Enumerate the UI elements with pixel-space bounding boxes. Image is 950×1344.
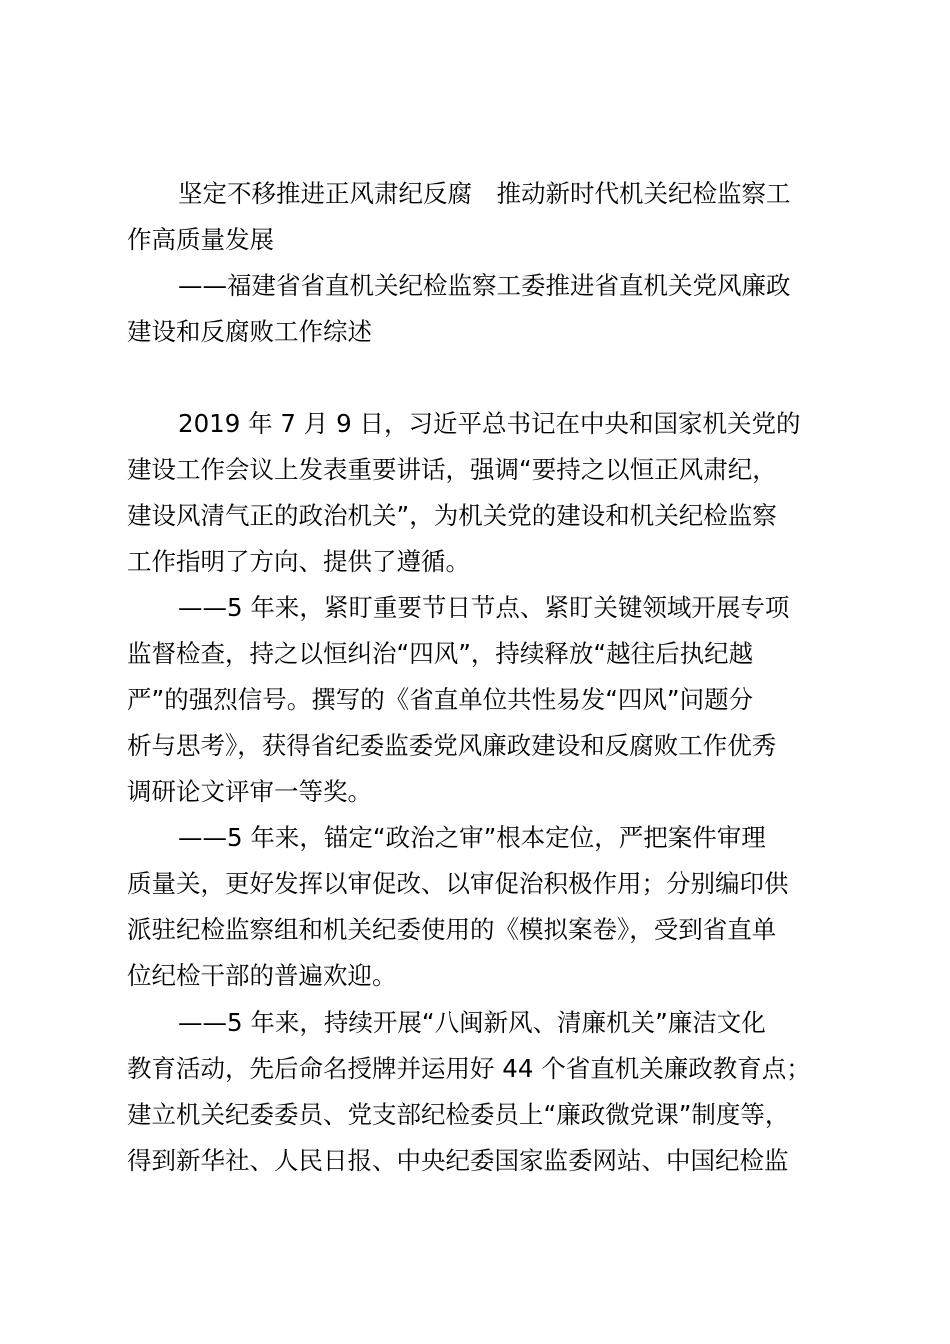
paragraph-2-line-1: ——5 年来，紧盯重要节日节点、紧盯关键领域开展专项 bbox=[178, 593, 790, 622]
paragraph-1-line-2: 建设工作会议上发表重要讲话，强调“要持之以恒正风肃纪， bbox=[127, 455, 777, 484]
paragraph-3-line-3: 派驻纪检监察组和机关纪委使用的《模拟案卷》，受到省直单 bbox=[127, 915, 777, 944]
paragraph-4-line-4: 得到新华社、人民日报、中央纪委国家监委网站、中国纪检监 bbox=[127, 1146, 789, 1175]
paragraph-1-line-3: 建设风清气正的政治机关”，为机关党的建设和机关纪检监察 bbox=[127, 501, 777, 530]
paragraph-4-line-2: 教育活动，先后命名授牌并运用好 44 个省直机关廉政教育点； bbox=[127, 1054, 811, 1083]
title-line-1: 坚定不移推进正风肃纪反腐 推动新时代机关纪检监察工 bbox=[178, 179, 791, 208]
paragraph-4-line-3: 建立机关纪委委员、党支部纪检委员上“廉政微党课”制度等， bbox=[127, 1100, 790, 1129]
paragraph-2-line-3: 严”的强烈信号。撰写的《省直单位共性易发“四风”问题分 bbox=[127, 685, 754, 714]
paragraph-1-line-1: 2019 年 7 月 9 日，习近平总书记在中央和国家机关党的 bbox=[178, 409, 801, 438]
paragraph-2-line-2: 监督检查，持之以恒纠治“四风”，持续释放“越往后执纪越 bbox=[127, 639, 754, 668]
paragraph-1-line-4: 工作指明了方向、提供了遵循。 bbox=[127, 547, 470, 576]
subtitle-line-1: ——福建省省直机关纪检监察工委推进省直机关党风廉政 bbox=[178, 271, 791, 300]
paragraph-3-line-2: 质量关，更好发挥以审促改、以审促治积极作用；分别编印供 bbox=[127, 869, 789, 898]
paragraph-2-line-4: 析与思考》，获得省纪委监委党风廉政建设和反腐败工作优秀 bbox=[127, 731, 777, 760]
paragraph-3-line-1: ——5 年来，锚定“政治之审”根本定位，严把案件审理 bbox=[178, 823, 766, 852]
paragraph-4-line-1: ——5 年来，持续开展“八闽新风、清廉机关”廉洁文化 bbox=[178, 1008, 766, 1037]
title-line-2: 作高质量发展 bbox=[127, 225, 274, 254]
paragraph-2-line-5: 调研论文评审一等奖。 bbox=[127, 777, 372, 806]
paragraph-3-line-4: 位纪检干部的普遍欢迎。 bbox=[127, 961, 397, 990]
subtitle-line-2: 建设和反腐败工作综述 bbox=[127, 317, 372, 346]
